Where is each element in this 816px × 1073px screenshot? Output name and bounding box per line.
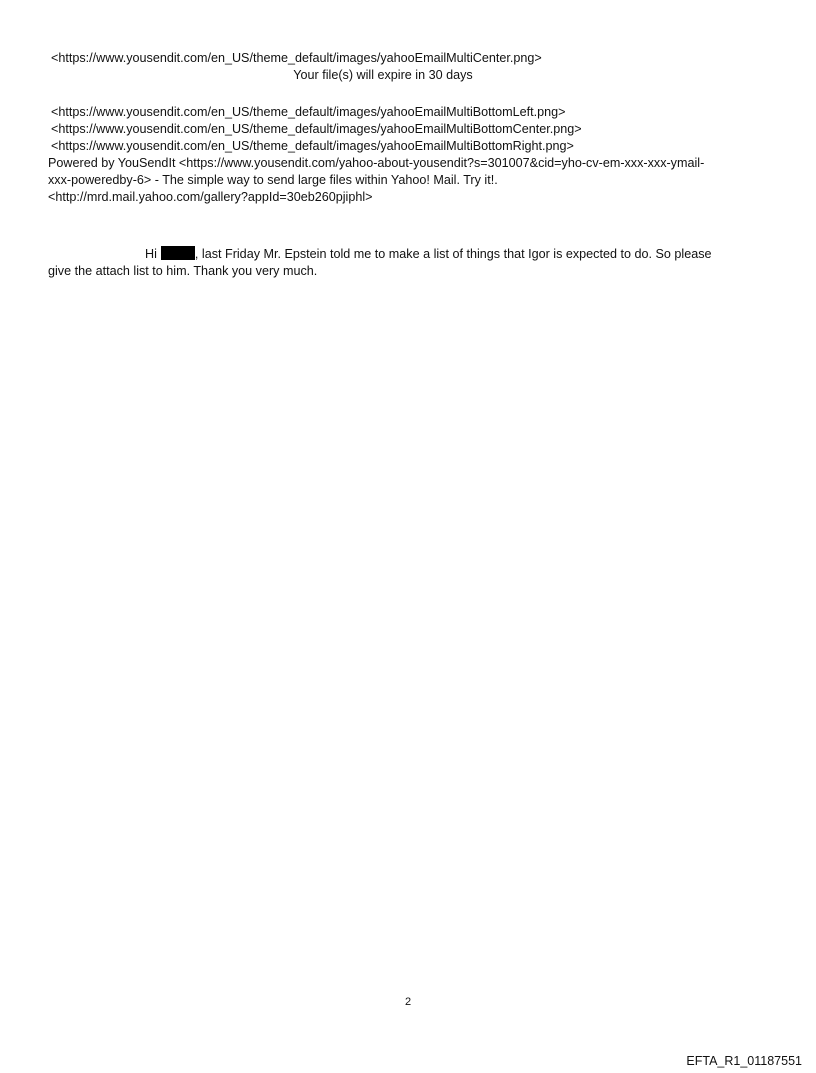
powered-by-line-2: xxx-poweredby-6> - The simple way to send large files within Yahoo! Mail. Try it!.	[48, 173, 498, 187]
bates-number: EFTA_R1_01187551	[686, 1054, 802, 1068]
redaction-box	[161, 246, 195, 260]
image-link-bottom-center: <https://www.yousendit.com/en_US/theme_default/images/yahooEmailMultiBottomCenter.png>	[51, 122, 582, 136]
message-line-1	[145, 246, 712, 262]
image-link-center: <https://www.yousendit.com/en_US/theme_default/images/yahooEmailMultiCenter.png>	[51, 51, 542, 65]
page-number: 2	[404, 996, 412, 1008]
image-link-bottom-left: <https://www.yousendit.com/en_US/theme_default/images/yahooEmailMultiBottomLeft.png>	[51, 105, 566, 119]
gallery-link: <http://mrd.mail.yahoo.com/gallery?appId=30eb260pjiphl>	[48, 190, 373, 204]
expiry-notice: Your file(s) will expire in 30 days	[293, 68, 473, 82]
greeting-text: Hi	[145, 247, 157, 261]
image-link-bottom-right: <https://www.yousendit.com/en_US/theme_default/images/yahooEmailMultiBottomRight.png>	[51, 139, 574, 153]
powered-by-line-1: Powered by YouSendIt <https://www.yousendit.com/yahoo-about-yousendit?s=301007&cid=yho-cv-em-xxx-xxx-ymail-	[48, 156, 705, 170]
message-line-1-rest: , last Friday Mr. Epstein told me to make a list of things that Igor is expected to do. So please	[194, 247, 712, 261]
message-line-2: give the attach list to him. Thank you very much.	[48, 264, 318, 278]
